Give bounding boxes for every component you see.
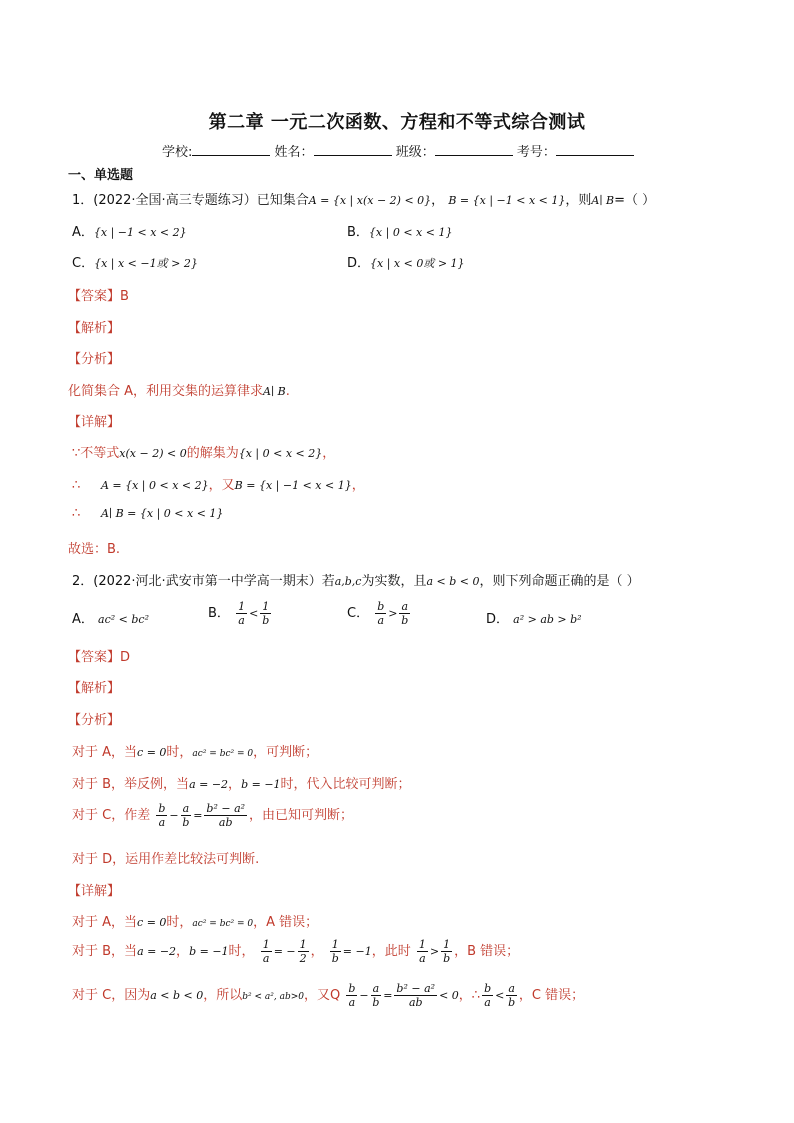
q2-jiexi-heading: 【解析】 — [68, 681, 121, 696]
q2-option-c[interactable] — [347, 600, 412, 627]
fraction — [482, 982, 493, 1009]
detail-math: A∣ B = {x | 0 < x < 1} — [100, 507, 224, 520]
numerator: 1 — [262, 938, 270, 951]
detail-math: {x | 0 < x < 2} — [238, 447, 323, 460]
text: ， — [176, 944, 190, 959]
text: ，所以 — [203, 988, 243, 1003]
detail-text: ， — [322, 446, 336, 461]
q1-detail-line1 — [72, 442, 335, 461]
numerator: a — [508, 982, 515, 995]
denominator: a — [348, 996, 356, 1009]
q1-fenxi-text — [68, 380, 290, 399]
fraction — [181, 802, 192, 829]
q1-set-b: B = {x | −1 < x < 1} — [448, 194, 566, 207]
q1-sep: ， — [431, 193, 445, 208]
q2-detail-line1 — [72, 911, 318, 930]
option-text: {x | x < 0或 > 1} — [370, 257, 465, 270]
expr — [344, 982, 459, 1009]
q1-then: ，则 — [565, 193, 592, 208]
math: ac² = bc² = 0 — [192, 919, 254, 929]
q1-stem — [72, 189, 655, 208]
operator: = — [193, 809, 203, 822]
q1-option-c[interactable] — [72, 252, 198, 271]
option-label: A． — [72, 225, 94, 240]
denominator: b — [443, 952, 451, 965]
fraction — [330, 938, 341, 965]
denominator: 2 — [299, 952, 307, 965]
text: 对于 B，举反例，当 — [72, 777, 190, 792]
fraction — [346, 982, 357, 1009]
math: ac² = bc² = 0 — [192, 749, 254, 759]
detail-math: x(x − 2) < 0 — [119, 447, 187, 460]
text: 对于 A，当 — [72, 915, 138, 930]
fraction — [375, 600, 386, 627]
fenxi-text: 化简集合 A，利用交集的运算律求 — [68, 384, 264, 399]
fraction — [399, 600, 410, 627]
option-label: B． — [347, 225, 369, 240]
q2-xiangjie-heading: 【详解】 — [68, 884, 121, 899]
q1-answer: 【答案】B — [68, 289, 129, 304]
text: ， — [228, 777, 242, 792]
text: ，∴ — [458, 988, 481, 1003]
fenxi-period: . — [285, 384, 290, 399]
therefore-symbol: ∴ — [72, 506, 81, 521]
q2-fenxi-line1 — [72, 741, 318, 760]
student-info-line — [162, 141, 634, 160]
q2-vars: a,b,c — [334, 575, 362, 588]
text: ，A 错误； — [253, 915, 319, 930]
option-label: B． — [208, 606, 230, 621]
numerator: b — [158, 802, 166, 815]
q1-fenxi-heading: 【分析】 — [68, 352, 121, 367]
class-blank[interactable] — [435, 143, 513, 156]
q2-answer: 【答案】D — [68, 650, 131, 665]
denominator: a — [238, 614, 245, 627]
denominator: b — [182, 816, 190, 829]
denominator: ab — [218, 816, 233, 829]
numerator: 1 — [238, 600, 246, 613]
numerator: b² − a² — [206, 802, 246, 815]
detail-text: 的解集为 — [186, 446, 239, 461]
text: 对于 B，当 — [72, 944, 138, 959]
numerator: b — [348, 982, 356, 995]
operator: > — [388, 607, 398, 620]
denominator: b — [262, 614, 270, 627]
text: ， — [310, 944, 324, 959]
q1-option-b[interactable] — [347, 221, 452, 240]
denominator: b — [401, 614, 409, 627]
difference-expression — [154, 802, 249, 829]
school-blank[interactable] — [192, 143, 270, 156]
text: ，又Q — [304, 988, 341, 1003]
detail-math: A = {x | 0 < x < 2} — [100, 479, 209, 492]
math: a = −2 — [189, 778, 229, 791]
text: 对于 C，因为 — [72, 988, 151, 1003]
q1-detail-line2 — [72, 474, 365, 493]
option-text: {x | x < −1或 > 2} — [94, 257, 198, 270]
numerator: b — [484, 982, 492, 995]
fraction — [236, 600, 247, 627]
math: b = −1 — [189, 945, 229, 958]
denominator: a — [419, 952, 426, 965]
fraction — [261, 938, 272, 965]
denominator: a — [377, 614, 385, 627]
math: a < b < 0 — [150, 989, 204, 1002]
operator: = −1 — [342, 945, 372, 958]
name-blank[interactable] — [314, 143, 392, 156]
fraction — [298, 938, 309, 965]
q1-detail-line3 — [72, 506, 223, 521]
math: b = −1 — [241, 778, 281, 791]
q1-intersection: A∣ B — [591, 194, 615, 207]
option-text: {x | 0 < x < 1} — [368, 226, 453, 239]
fraction — [394, 982, 437, 1009]
denominator: a — [262, 952, 270, 965]
text: ，由已知可判断； — [249, 808, 354, 823]
fraction — [441, 938, 452, 965]
operator: = — [383, 989, 393, 1002]
option-label: D． — [486, 612, 510, 627]
operator: < — [249, 607, 259, 620]
q2-stem — [72, 570, 640, 589]
q1-option-a[interactable] — [72, 221, 187, 240]
operator: − — [359, 989, 369, 1002]
q2-option-d[interactable] — [486, 608, 582, 627]
operator: = − — [273, 945, 296, 958]
detail-text: ，又 — [208, 478, 235, 493]
therefore-symbol: ∴ — [72, 478, 81, 493]
numerator: 1 — [331, 938, 339, 951]
q1-stem-text: 1．(2022·全国·高三专题练习）已知集合 — [72, 193, 309, 208]
text: 时， — [166, 915, 193, 930]
numerator: 1 — [299, 938, 307, 951]
denominator: b — [331, 952, 339, 965]
math: b² < a², ab>0 — [242, 992, 304, 1002]
fraction — [371, 982, 382, 1009]
fraction — [506, 982, 517, 1009]
math: c = 0 — [137, 746, 167, 759]
numerator: 1 — [443, 938, 451, 951]
q2-fenxi-line4: 对于 D，运用作差比较法可判断. — [72, 852, 260, 867]
option-text: a² > ab > b² — [513, 613, 582, 626]
text: ，B 错误； — [454, 944, 520, 959]
section-heading: 一、单选题 — [68, 168, 134, 183]
q1-conclusion: 故选：B. — [68, 542, 121, 557]
operator: < — [495, 989, 505, 1002]
q2-detail-line2 — [72, 938, 519, 965]
math: a = −2 — [137, 945, 177, 958]
exam-no-blank[interactable] — [556, 143, 634, 156]
fraction — [204, 802, 247, 829]
numerator: 1 — [262, 600, 270, 613]
q1-xiangjie-heading: 【详解】 — [68, 415, 121, 430]
text: 时， — [228, 944, 255, 959]
q2-stem-text: 2．(2022·河北·武安市第一中学高一期末）若 — [72, 574, 335, 589]
detail-text: ∵不等式 — [72, 446, 120, 461]
exam-no-label: 考号： — [516, 145, 556, 160]
fraction — [156, 802, 167, 829]
numerator: b² − a² — [396, 982, 436, 995]
text: ，C 错误； — [518, 988, 585, 1003]
denominator: b — [372, 996, 380, 1009]
fraction — [260, 600, 271, 627]
denominator: a — [484, 996, 491, 1009]
q1-option-d[interactable] — [347, 252, 465, 271]
numerator: a — [401, 600, 409, 613]
q2-option-a[interactable] — [72, 608, 149, 627]
numerator: a — [182, 802, 190, 815]
q2-condition: a < b < 0 — [426, 575, 480, 588]
q2-fenxi-line3 — [72, 802, 353, 829]
text: 时， — [166, 745, 193, 760]
detail-text: ， — [351, 478, 365, 493]
text: ，可判断； — [253, 745, 319, 760]
expr — [259, 938, 311, 965]
name-label: 姓名： — [274, 145, 314, 160]
q2-option-b[interactable] — [208, 600, 273, 627]
q2-stem-text: 为实数，且 — [361, 574, 427, 589]
q2-fenxi-line2 — [72, 773, 411, 792]
numerator: a — [372, 982, 380, 995]
option-label: A． — [72, 612, 94, 627]
option-text: ac² < bc² — [98, 613, 149, 626]
option-text: {x | −1 < x < 2} — [93, 226, 187, 239]
denominator: ab — [408, 996, 423, 1009]
operator: − — [169, 809, 179, 822]
option-label: C． — [347, 606, 370, 621]
numerator: b — [377, 600, 385, 613]
fenxi-math: A∣ B — [263, 385, 286, 398]
option-label: D． — [347, 256, 371, 271]
text: 时，代入比较可判断； — [280, 777, 411, 792]
math: c = 0 — [137, 916, 167, 929]
operator: > — [429, 945, 440, 958]
q1-set-a: A = {x | x(x − 2) < 0} — [308, 194, 432, 207]
q1-jiexi-heading: 【解析】 — [68, 321, 121, 336]
numerator: 1 — [418, 938, 426, 951]
q2-detail-line3 — [72, 982, 584, 1009]
text: ，此时 — [371, 944, 411, 959]
school-label: 学校: — [162, 145, 193, 160]
denominator: a — [158, 816, 166, 829]
detail-math: B = {x | −1 < x < 1} — [234, 479, 352, 492]
text: 对于 A，当 — [72, 745, 138, 760]
expr — [480, 982, 519, 1009]
option-label: C． — [72, 256, 95, 271]
q2-stem-text: ，则下列命题正确的是（ ） — [479, 574, 640, 589]
q2-fenxi-heading: 【分析】 — [68, 713, 121, 728]
fraction — [417, 938, 428, 965]
class-label: 班级： — [395, 145, 435, 160]
page-title: 第二章 一元二次函数、方程和不等式综合测试 — [208, 112, 586, 133]
operator: < 0 — [439, 989, 459, 1002]
q1-blank: =（ ） — [614, 193, 656, 208]
expr — [328, 938, 372, 965]
text: 对于 C，作差 — [72, 808, 151, 823]
denominator: b — [508, 996, 516, 1009]
expr — [415, 938, 454, 965]
